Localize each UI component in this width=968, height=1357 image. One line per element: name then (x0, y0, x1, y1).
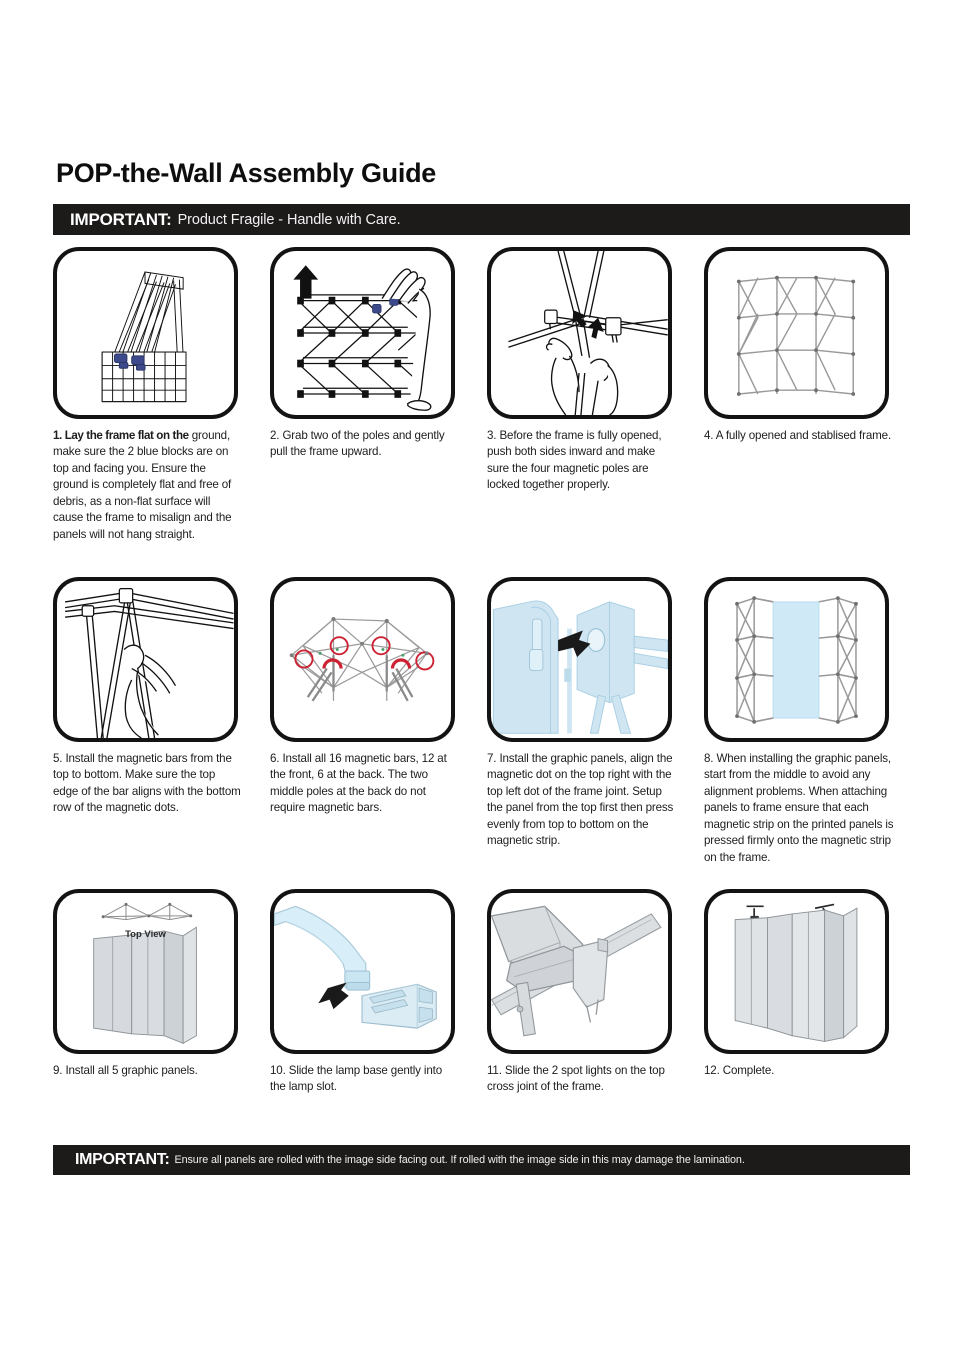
page-title: POP-the-Wall Assembly Guide (56, 158, 436, 188)
step-9-inset-label: Top View (125, 929, 166, 940)
mounting-bracket (573, 939, 607, 1023)
hand-illustration (124, 645, 175, 738)
step-4-caption: 4. A fully opened and stablised frame. (704, 429, 892, 442)
top-important-banner (53, 204, 910, 235)
step-5 (53, 577, 264, 889)
folded-frame-bundle-icon (57, 251, 234, 415)
step-7 (487, 577, 698, 889)
up-arrow-icon (293, 265, 318, 298)
spotlight-on-cross-joint-icon (491, 893, 668, 1050)
step-8 (704, 577, 915, 889)
step-2-caption: 2. Grab two of the poles and gently pull the frame upward. (270, 429, 445, 459)
step-9 (53, 889, 264, 1139)
steps-grid (53, 247, 915, 1139)
step-3-caption: 3. Before the frame is fully opened, push both sides inward and make sure the four magnetic poles are locked together properly. (487, 429, 662, 492)
panel-wall (735, 908, 857, 1041)
step-11-illustration (487, 889, 672, 1054)
top-view-diagram (103, 904, 191, 919)
completed-display-with-lights-icon (708, 893, 885, 1050)
panel-to-joint-alignment-icon (491, 581, 668, 738)
step-11-caption: 11. Slide the 2 spot lights on the top cross joint of the frame. (487, 1064, 665, 1094)
opened-frame-grid-icon (708, 251, 885, 415)
steps-row-1 (53, 247, 915, 577)
step-6 (270, 577, 481, 889)
magnet-hook-marks (324, 660, 410, 669)
step-8-illustration (704, 577, 889, 742)
step-12 (704, 889, 915, 1139)
step-1-caption (53, 428, 243, 543)
step-10 (270, 889, 481, 1139)
frame-with-center-panel-icon (708, 581, 885, 738)
step-4 (704, 247, 915, 577)
step-6-illustration (270, 577, 455, 742)
insert-arrow-icon (318, 982, 348, 1009)
step-2 (270, 247, 481, 577)
spotlight-head (491, 906, 582, 992)
panel-wall (94, 927, 197, 1043)
step-3-illustration (487, 247, 672, 419)
curved-wall-of-panels-icon (57, 893, 234, 1050)
step-1-illustration (53, 247, 238, 419)
lamp-arm (274, 906, 369, 990)
step-10-caption: 10. Slide the lamp base gently into the lamp slot. (270, 1064, 442, 1094)
step-5-caption: 5. Install the magnetic bars from the top to bottom. Make sure the top edge of the bar aligns with the bottom row of the magnetic dots. (53, 752, 241, 815)
bottom-important-message: Ensure all panels are rolled with the image side facing out. If rolled with the image side in this may damage the lamination. (174, 1154, 745, 1166)
center-graphic-panel (773, 602, 819, 718)
step-3 (487, 247, 698, 577)
step-9-illustration (53, 889, 238, 1054)
graphic-panel-left (493, 601, 569, 733)
frame-joint-right (577, 602, 667, 733)
frame-top-view-magnet-marks-icon (274, 581, 451, 738)
hands-locking-magnetic-poles-icon (491, 251, 668, 415)
hand-installing-magnetic-bar-icon (57, 581, 234, 738)
step-6-caption: 6. Install all 16 magnetic bars, 12 at the front, 6 at the back. The two middle poles at the back do not require magnetic bars. (270, 752, 447, 815)
hand-illustration (382, 269, 431, 410)
step-12-illustration (704, 889, 889, 1054)
step-4-illustration (704, 247, 889, 419)
step-1-lead: 1. Lay the frame flat on the (53, 429, 189, 442)
bottom-important-banner (53, 1145, 910, 1175)
step-7-caption: 7. Install the graphic panels, align the magnetic dot on the top right with the top left dot of the frame joint. Setup the panel from the top first then press evenly from top to bottom on the magnetic strip. (487, 752, 674, 848)
steps-row-2 (53, 577, 915, 889)
bottom-important-keyword: IMPORTANT: (75, 1151, 170, 1168)
step-1 (53, 247, 264, 577)
step-1-body: ground, make sure the 2 blue blocks are on top and facing you. Ensure the ground is completely flat and free of debris, as a non-flat surface will cause the frame to misalign and the panels will not hang straight. (53, 429, 232, 541)
hand-pulling-lattice-up-icon (274, 251, 451, 415)
top-important-message: Product Fragile - Handle with Care. (177, 211, 401, 228)
lamp-arm-and-base-slot-icon (274, 893, 451, 1050)
steps-row-3 (53, 889, 915, 1139)
step-5-illustration (53, 577, 238, 742)
step-2-illustration (270, 247, 455, 419)
step-10-illustration (270, 889, 455, 1054)
step-11 (487, 889, 698, 1139)
step-7-illustration (487, 577, 672, 742)
step-12-caption: 12. Complete. (704, 1064, 775, 1077)
step-9-caption: 9. Install all 5 graphic panels. (53, 1064, 198, 1077)
lamp-base (362, 984, 436, 1028)
step-8-caption: 8. When installing the graphic panels, start from the middle to avoid any alignment problems. When attaching panels to frame ensure that each magnetic strip on the printed panels is pressed firmly onto the magnetic strip on the frame. (704, 752, 894, 864)
top-important-keyword: IMPORTANT: (70, 209, 172, 229)
